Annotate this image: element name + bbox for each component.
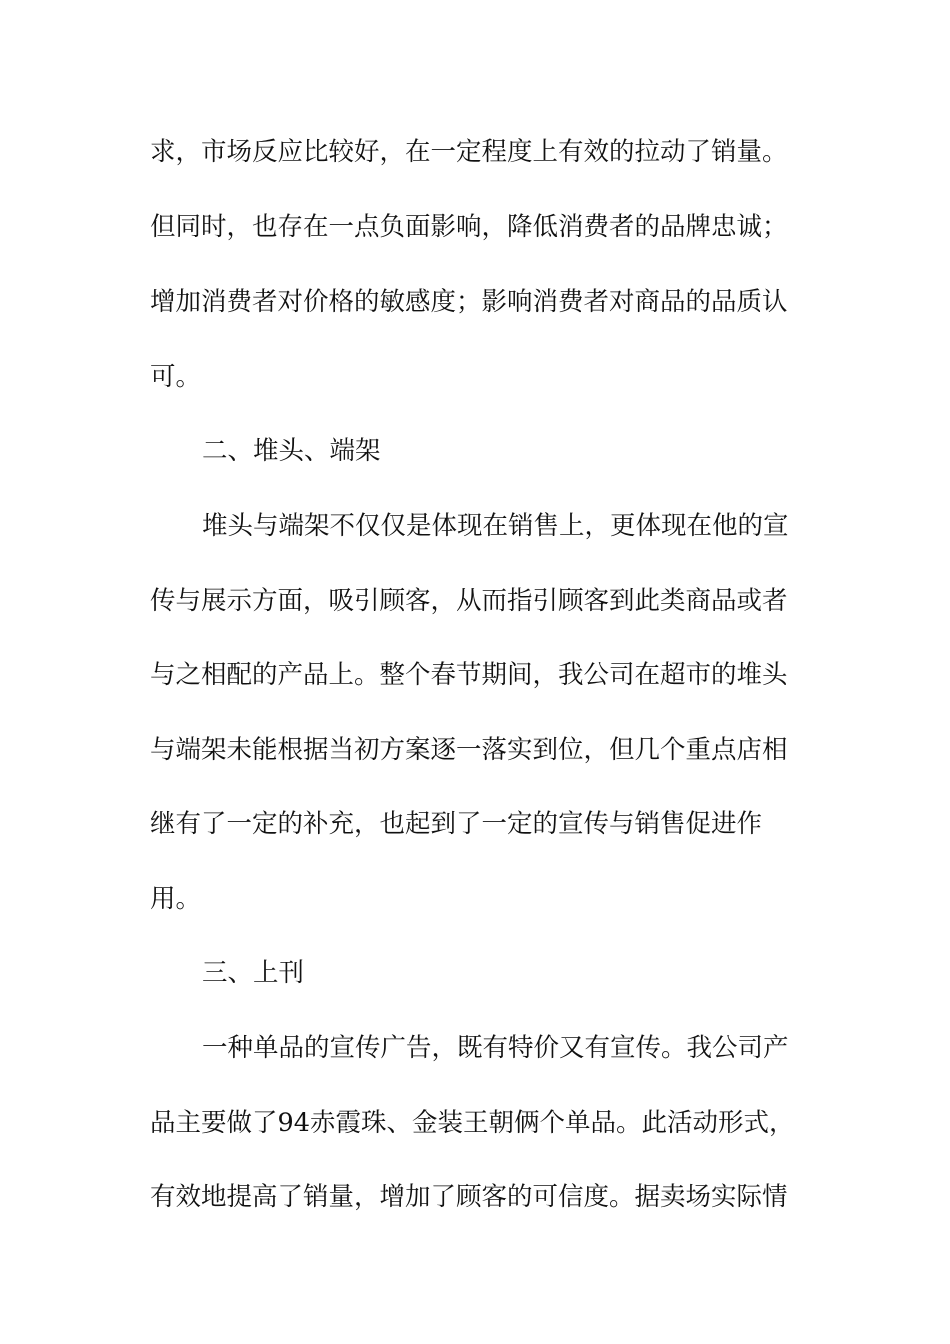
paragraph-line: 继有了一定的补充，也起到了一定的宣传与销售促进作 — [150, 809, 763, 839]
paragraph-line: 用。 — [150, 884, 202, 914]
section-heading: 三、上刊 — [202, 958, 305, 988]
paragraph-line: 与端架未能根据当初方案逐一落实到位，但几个重点店相 — [150, 735, 788, 765]
paragraph-line: 有效地提高了销量，增加了顾客的可信度。据卖场实际情 — [150, 1182, 788, 1212]
paragraph-line: 品主要做了94赤霞珠、金装王朝俩个单品。此活动形式， — [150, 1108, 795, 1138]
paragraph-line: 传与展示方面，吸引顾客，从而指引顾客到此类商品或者 — [150, 586, 788, 616]
paragraph-line: 与之相配的产品上。整个春节期间，我公司在超市的堆头 — [150, 660, 788, 690]
paragraph-line: 但同时，也存在一点负面影响，降低消费者的品牌忠诚； — [150, 212, 788, 242]
paragraph-line: 求，市场反应比较好，在一定程度上有效的拉动了销量。 — [150, 137, 788, 167]
paragraph-line: 可。 — [150, 362, 202, 392]
section-heading: 二、堆头、端架 — [202, 436, 381, 466]
paragraph-line: 一种单品的宣传广告，既有特价又有宣传。我公司产 — [202, 1033, 789, 1063]
paragraph-line: 增加消费者对价格的敏感度；影响消费者对商品的品质认 — [150, 287, 788, 317]
paragraph-line: 堆头与端架不仅仅是体现在销售上，更体现在他的宣 — [202, 511, 789, 541]
